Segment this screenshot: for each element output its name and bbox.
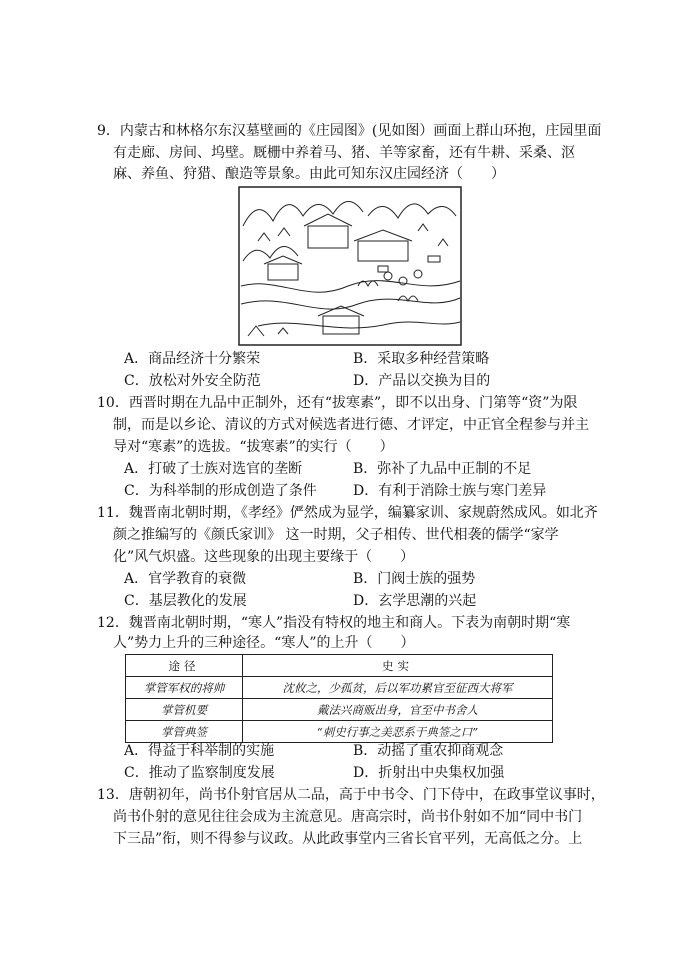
q10-option-d: D．有利于消除士族与寒门差异 — [353, 483, 547, 499]
table-cell-fact: 沈攸之，少孤贫，后以军功累官至征西大将军 — [243, 677, 553, 699]
q10-line-1: 10．西晋时期在九品中正制外，还有“拔寒素”，即不以出身、门第等“资”为限 — [97, 395, 578, 411]
q13-line-1: 13．唐朝初年，尚书仆射官居从二品，高于中书令、门下侍中，在政事堂议事时， — [97, 787, 605, 803]
table-row — [126, 677, 553, 699]
q9-line-3: 麻、养鱼、狩猎、酿造等景象。由此可知东汉庄园经济（ ） — [113, 166, 505, 182]
q9-option-a: A．商品经济十分繁荣 — [124, 351, 261, 367]
table-cell-fact: 戴法兴商贩出身，官至中书舍人 — [243, 699, 553, 721]
q13-line-2: 尚书仆射的意见往往会成为主流意见。唐高宗时，尚书仆射如不加“同中书门 — [113, 809, 583, 825]
table-header-row — [126, 655, 553, 677]
manor-mural-illustration — [238, 186, 462, 346]
q10-line-2: 制，而是以乡论、清议的方式对候选者进行德、才评定，中正官全程参与并主 — [113, 417, 589, 433]
table-cell-path: 掌管军权的将帅 — [126, 677, 243, 699]
table-cell-path: 掌管典签 — [126, 721, 243, 743]
q12-line-1: 12．魏晋南北朝时期，“寒人”指没有特权的地主和商人。下表为南朝时期“寒 — [97, 615, 571, 631]
q10-option-b: B．弥补了九品中正制的不足 — [353, 461, 532, 477]
q9-option-c: C．放松对外安全防范 — [124, 373, 261, 389]
table-cell-fact: “刺史行事之美恶系于典签之口” — [243, 721, 553, 743]
q10-line-3: 导对“寒素”的选拔。“拔寒素”的实行（ ） — [113, 439, 394, 455]
q11-line-2: 颜之推编写的《颜氏家训》 这一时期，父子相传、世代相袭的儒学“家学 — [113, 527, 559, 543]
q11-option-d: D．玄学思潮的兴起 — [353, 593, 477, 609]
q9-option-d: D．产品以交换为目的 — [353, 373, 491, 389]
q12-option-c: C．推动了监察制度发展 — [124, 765, 275, 781]
q11-line-1: 11．魏晋南北朝时期，《孝经》俨然成为显学，编纂家训、家规蔚然成风。如北齐 — [97, 505, 598, 521]
table-header-path: 途径 — [126, 655, 243, 677]
table-cell-path: 掌管机要 — [126, 699, 243, 721]
table-row — [126, 699, 553, 721]
q11-option-b: B．门阀士族的强势 — [353, 571, 476, 587]
q11-option-a: A．官学教育的衰微 — [124, 571, 247, 587]
q11-line-3: 化”风气炽盛。这些现象的出现主要缘于（ ） — [113, 549, 415, 565]
q9-option-b: B．采取多种经营策略 — [353, 351, 490, 367]
q11-option-c: C．基层教化的发展 — [124, 593, 247, 609]
q9-line-2: 有走廊、房间、坞壁。厩栅中养着马、猪、羊等家畜，还有牛耕、采桑、沤 — [113, 145, 575, 161]
q12-option-b: B．动摇了重农抑商观念 — [353, 743, 504, 759]
q12-option-a: A．得益于科举制的实施 — [124, 743, 275, 759]
q12-history-table — [125, 654, 553, 743]
q12-line-2: 人”势力上升的三种途径。“寒人”的上升（ ） — [113, 635, 415, 651]
q13-line-3: 下三品”衔，则不得参与议政。从此政事堂内三省长官平列，无高低之分。上 — [113, 831, 583, 847]
table-row — [126, 721, 553, 743]
q10-option-c: C．为科举制的形成创造了条件 — [124, 483, 317, 499]
q10-option-a: A．打破了士族对选官的垄断 — [124, 461, 303, 477]
q12-option-d: D．折射出中央集权加强 — [353, 765, 505, 781]
q9-line-1: 9．内蒙古和林格尔东汉墓壁画的《庄园图》(见如图）画面上群山环抱，庄园里面 — [97, 123, 602, 139]
table-header-fact: 史实 — [243, 655, 553, 677]
